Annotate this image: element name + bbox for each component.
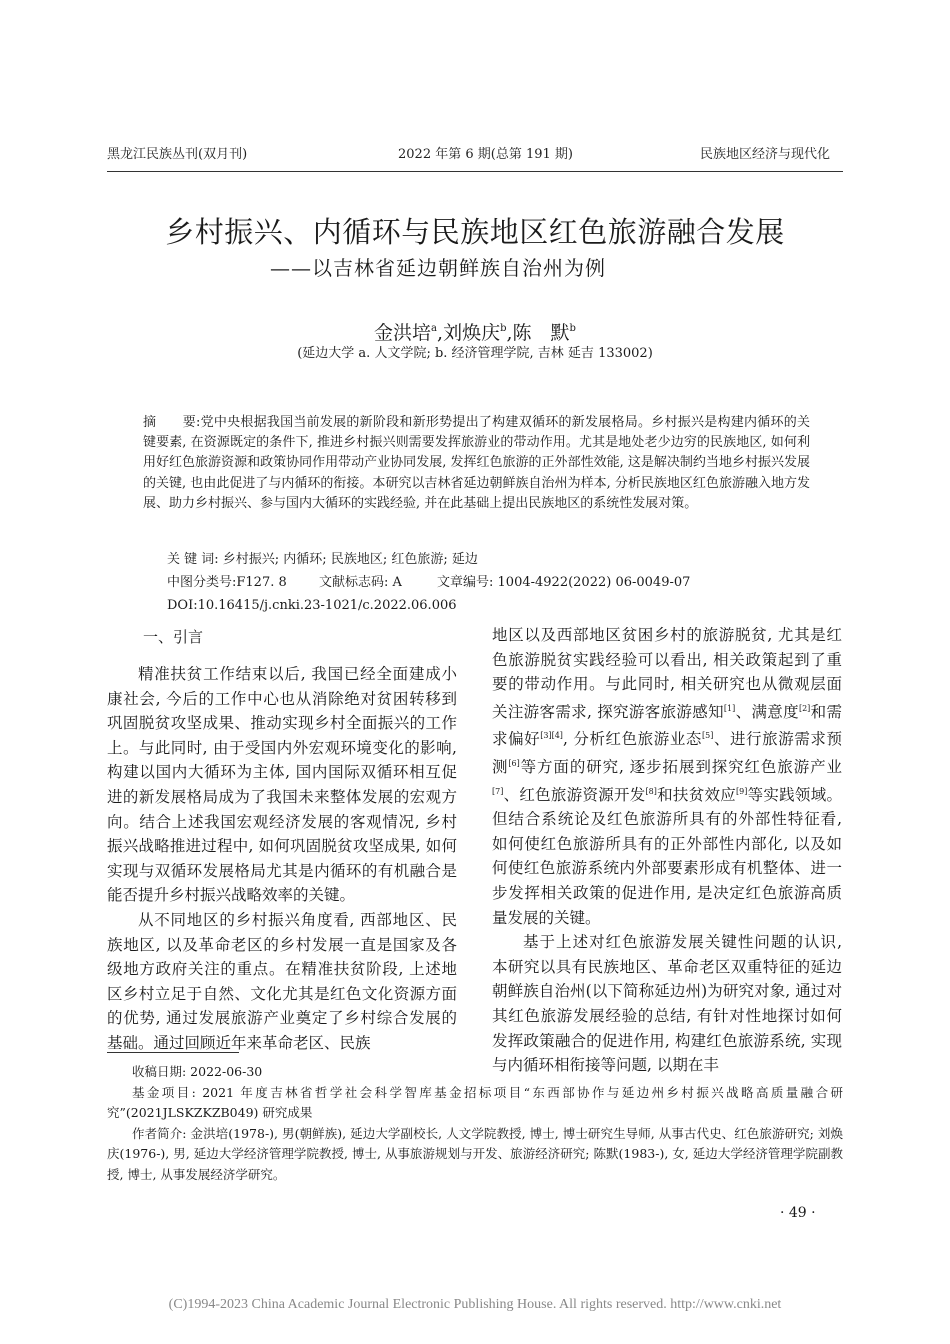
citation-ref: [4] [551, 731, 563, 741]
doc-code-value: A [392, 575, 402, 590]
keywords [167, 550, 478, 570]
author-separator: , [506, 322, 513, 344]
paragraph: 精准扶贫工作结束以后, 我国已经全面建成小康社会, 今后的工作中心也从消除绝对贫困转移到巩固脱贫攻坚成果、推动实现乡村全面振兴的工作上。与此同时, 由于受国内外宏观环境变化的影响, 构建以国内大循环为主体, 国内国际双循环相互促进的新发展格局成为了我国未来整体发展的宏观方向。结合上述我国宏观经济发展的客观情况, 乡村振兴战略推进过程中, 如何巩固脱贫攻坚成果, 如何实现与双循环发展格局尤其是内循环的有机融合是能否提升乡村振兴战略效率的关键。 [107, 665, 457, 905]
section-heading: 一、引言 [143, 628, 204, 646]
affiliation: (延边大学 a. 人文学院; b. 经济管理学院, 吉林 延吉 133002) [297, 346, 653, 361]
citation-ref: [6] [508, 758, 520, 768]
header-rule [107, 171, 843, 172]
abstract [143, 413, 810, 514]
author-list [0, 316, 950, 346]
citation-ref: [9] [736, 786, 748, 796]
doc-code-field [319, 573, 437, 593]
clc-field [167, 573, 319, 593]
section-label: 民族地区经济与现代化 [700, 147, 831, 162]
author-name: 陈 默 [512, 322, 570, 344]
clc-label: 中图分类号: [167, 575, 237, 590]
right-column [492, 623, 842, 1078]
keywords-text: 乡村振兴; 内循环; 民族地区; 红色旅游; 延边 [222, 552, 478, 567]
citation-ref: [5] [702, 731, 714, 741]
citation-ref: [8] [645, 786, 657, 796]
issue-info: 2022 年第 6 期(总第 191 期) [398, 147, 573, 162]
paragraph: 从不同地区的乡村振兴角度看, 西部地区、民族地区, 以及革命老区的乡村发展一直是国家及各级地方政府关注的重点。在精准扶贫阶段, 上述地区乡村立足于自然、文化尤其是红色文化资源方面的优势, 通过发展旅游产业奠定了乡村综合发展的基础。通过回顾近年来革命老区、民族 [107, 910, 457, 1052]
paragraph: 地区以及西部地区贫困乡村的旅游脱贫, 尤其是红色旅游脱贫实践经验可以看出, 相关政策起到了重要的带动作用。与此同时, 相关研究也从微观层面关注游客需求, 探究游客旅游感知[1]、满意度[2]和需求偏好[3][4], 分析红色旅游业态[5]、进行旅游需求预测[6]等方面的研究, 逐步拓展到探究红色旅游产业[7]、红色旅游资源开发[8]和扶贫效应[9]等实践领域。但结合系统论及红色旅游所具有的外部性特征看, 如何使红色旅游所具有的正外部性内部化, 以及如何使红色旅游系统内外部要素形成有机整体、进一步发挥相关政策的促进作用, 是决定红色旅游高质量发展的关键。 [492, 626, 842, 927]
clc-value: F127. 8 [236, 575, 287, 590]
author-affil-mark: b [500, 323, 507, 334]
article-number-field [437, 573, 690, 593]
citation-ref: [1] [723, 703, 736, 713]
journal-name: 黑龙江民族丛刊(双月刊) [107, 147, 248, 162]
citation-ref: [3] [540, 731, 552, 741]
article-subtitle: ——以吉林省延边朝鲜族自治州为例 [270, 256, 606, 280]
article-number-value: 1004-4922(2022) 06-0049-07 [497, 575, 691, 590]
received-date: 收稿日期: 2022-06-30 [132, 1064, 263, 1079]
left-column [107, 662, 457, 1056]
copyright-notice: (C)1994-2023 China Academic Journal Electronic Publishing House. All rights reserved. http://www.cnki.net [168, 1297, 782, 1312]
fund-info: 基金项目: 2021 年度吉林省哲学社会科学智库基金招标项目“东西部协作与延边州乡村振兴战略高质量融合研究”(2021JLSKZKZB049) 研究成果 [107, 1084, 843, 1120]
article-title: 乡村振兴、内循环与民族地区红色旅游融合发展 [165, 215, 785, 249]
page-number: · 49 · [780, 1205, 816, 1221]
doi: DOI:10.16415/j.cnki.23-1021/c.2022.06.006 [167, 598, 457, 613]
author-affil-mark: a [431, 323, 438, 334]
citation-ref: [2] [798, 703, 811, 713]
footnotes [107, 1062, 843, 1185]
author-name: 金洪培 [374, 322, 432, 344]
footnote-rule [107, 1052, 239, 1053]
author-bio: 作者简介: 金洪培(1978-), 男(朝鲜族), 延边大学副校长, 人文学院教授, 博士, 博士研究生导师, 从事古代史、红色旅游研究; 刘焕庆(1976-), 男, 延边大学经济管理学院教授, 博士, 从事旅游规划与开发、旅游经济研究; 陈默(1983-), 女, 延边大学经济管理学院副教授, 博士, 从事发展经济学研究。 [107, 1125, 843, 1182]
citation-ref: [7] [492, 786, 504, 796]
classification-line [167, 573, 690, 593]
keywords-label: 关 键 词: [167, 552, 219, 567]
author-affil-mark: b [569, 323, 576, 334]
author-name: 刘焕庆 [443, 322, 501, 344]
abstract-text: 党中央根据我国当前发展的新阶段和新形势提出了构建双循环的新发展格局。乡村振兴是构建内循环的关键要素, 在资源既定的条件下, 推进乡村振兴则需要发挥旅游业的带动作用。尤其是地处老少边穷的民族地区, 如何利用好红色旅游资源和政策协同作用带动产业协同发展, 发挥红色旅游的正外部性效能, 这是解决制约当地乡村振兴发展的关键, 也由此促进了与内循环的衔接。本研究以吉林省延边朝鲜族自治州为样本, 分析民族地区红色旅游融入地方发展、助力乡村振兴、参与国内大循环的实践经验, 并在此基础上提出民族地区的系统性发展对策。 [143, 415, 810, 511]
author-separator: , [437, 322, 444, 344]
paragraph: 基于上述对红色旅游发展关键性问题的认识, 本研究以具有民族地区、革命老区双重特征的延边朝鲜族自治州(以下简称延边州)为研究对象, 通过对其红色旅游发展经验的总结, 有针对性地探讨如何发挥政策融合的促进作用, 构建红色旅游系统, 实现与内循环相衔接等问题, 以期在丰 [492, 933, 842, 1075]
article-number-label: 文章编号: [437, 575, 494, 590]
doc-code-label: 文献标志码: [319, 575, 389, 590]
abstract-label: 摘 要: [143, 415, 201, 430]
